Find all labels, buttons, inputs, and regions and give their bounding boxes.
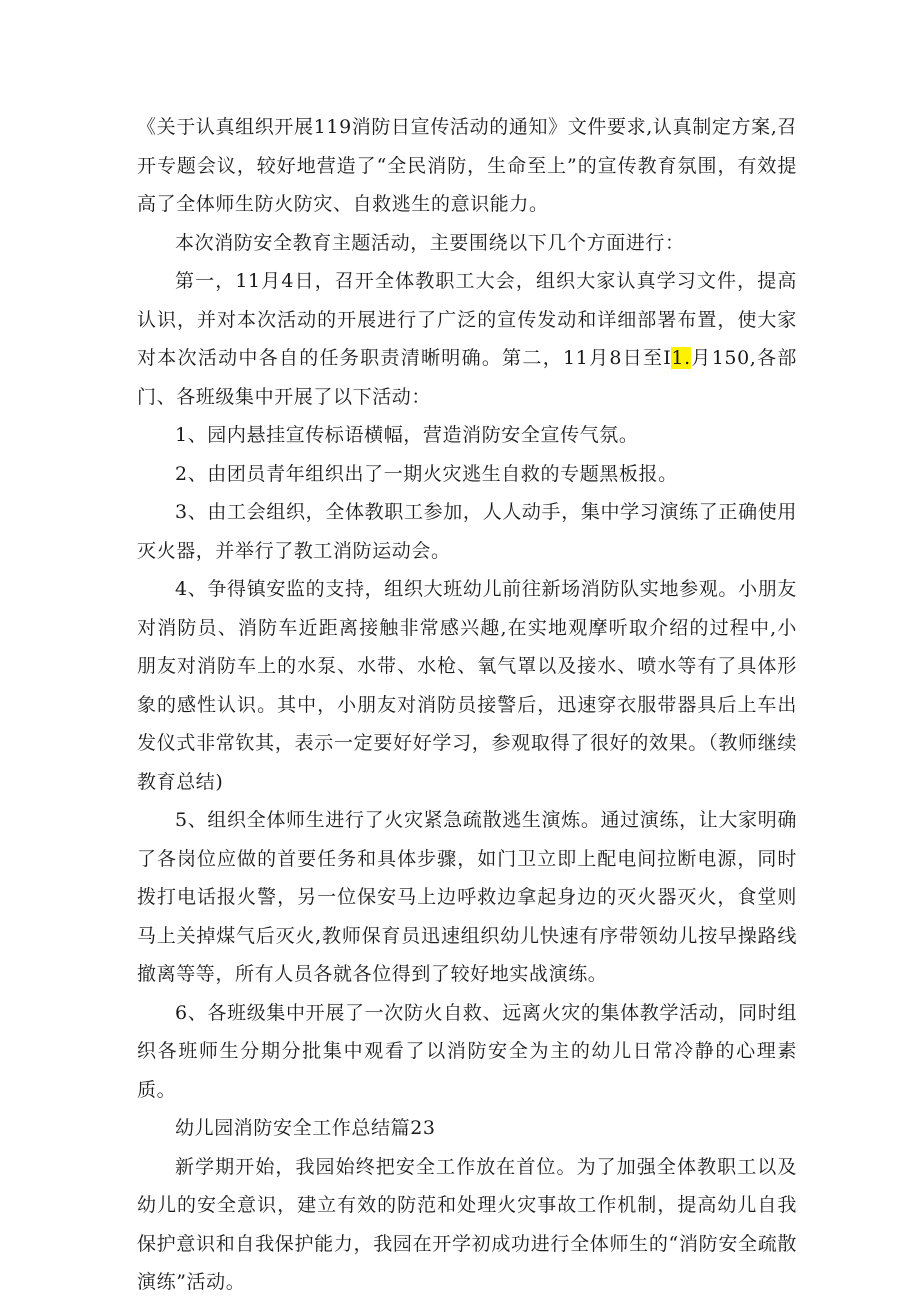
paragraph-activity-intro: 本次消防安全教育主题活动，主要围绕以下几个方面进行： (175, 231, 685, 254)
paragraph-new-semester: 新学期开始，我园始终把安全工作放在首位。为了加强全体教职工以及幼儿的安全意识，建立有效的防范和处理火灾事故工作机制，提高幼儿自我保护意识和自我保护能力，我园在开学初成功进行全体师生的“消防安全疏散演练”活动。 (137, 1155, 797, 1293)
paragraph-first-second-end: 月150,各部门、各班级集中开展了以下活动： (137, 347, 797, 408)
list-item-4: 4、争得镇安监的支持，组织大班幼儿前往新场消防队实地参观。小朋友对消防员、消防车近距离接触非常感兴趣,在实地观摩听取介绍的过程中,小朋友对消防车上的水泵、水带、水枪、氧气罩以及接水、喷水等有了具体形象的感性认识。其中，小朋友对消防员接警后，迅速穿衣服带器具后上车出发仪式非常钦其，表示一定要好好学习，参观取得了很好的效果。（教师继续教育总结) (137, 578, 797, 793)
document-body (137, 108, 797, 1302)
paragraph-first-second (137, 262, 797, 416)
highlighted-text: 1. (671, 347, 691, 369)
list-item-5: 5、组织全体师生进行了火灾紧急疏散逃生演炼。通过演练，让大家明确了各岗位应做的首要任务和具体步骤，如门卫立即上配电间拉断电源，同时拨打电话报火警，另一位保安马上边呼救边拿起身边的灭火器灭火，食堂则马上关掉煤气后灭火,教师保育员迅速组织幼儿快速有序带领幼儿按早操路线撤离等等，所有人员各就各位得到了较好地实战演练。 (137, 809, 797, 985)
list-item-1: 1、园内悬挂宣传标语横幅，营造消防安全宣传气氛。 (175, 424, 639, 446)
list-item-2: 2、由团员青年组织出了一期火灾逃生自救的专题黑板报。 (175, 462, 678, 485)
paragraph-first-second-start: 第一，11月4日，召开全体教职工大会，组织大家认真学习文件，提高认识，并对本次活动的开展进行了广泛的宣传发动和详细部署布置，使大家对本次活动中各自的任务职责清晰明确。第二，11月8日至I (137, 270, 797, 369)
list-item-6: 6、各班级集中开展了一次防火自救、远离火灾的集体教学活动，同时组织各班师生分期分批集中观看了以消防安全为主的幼儿日常冷静的心理素质。 (137, 1001, 797, 1101)
paragraph-notice-requirements: 《关于认真组织开展119消防日宣传活动的通知》文件要求,认真制定方案,召开专题会议，较好地营造了“全民消防，生命至上”的宣传教育氛围，有效提高了全体师生防火防灾、自救逃生的意识能力。 (137, 116, 797, 215)
list-item-3: 3、由工会组织，全体教职工参加，人人动手，集中学习演练了正确使用灭火器，并举行了教工消防运动会。 (137, 501, 797, 562)
section-heading: 幼儿园消防安全工作总结篇23 (175, 1117, 436, 1139)
